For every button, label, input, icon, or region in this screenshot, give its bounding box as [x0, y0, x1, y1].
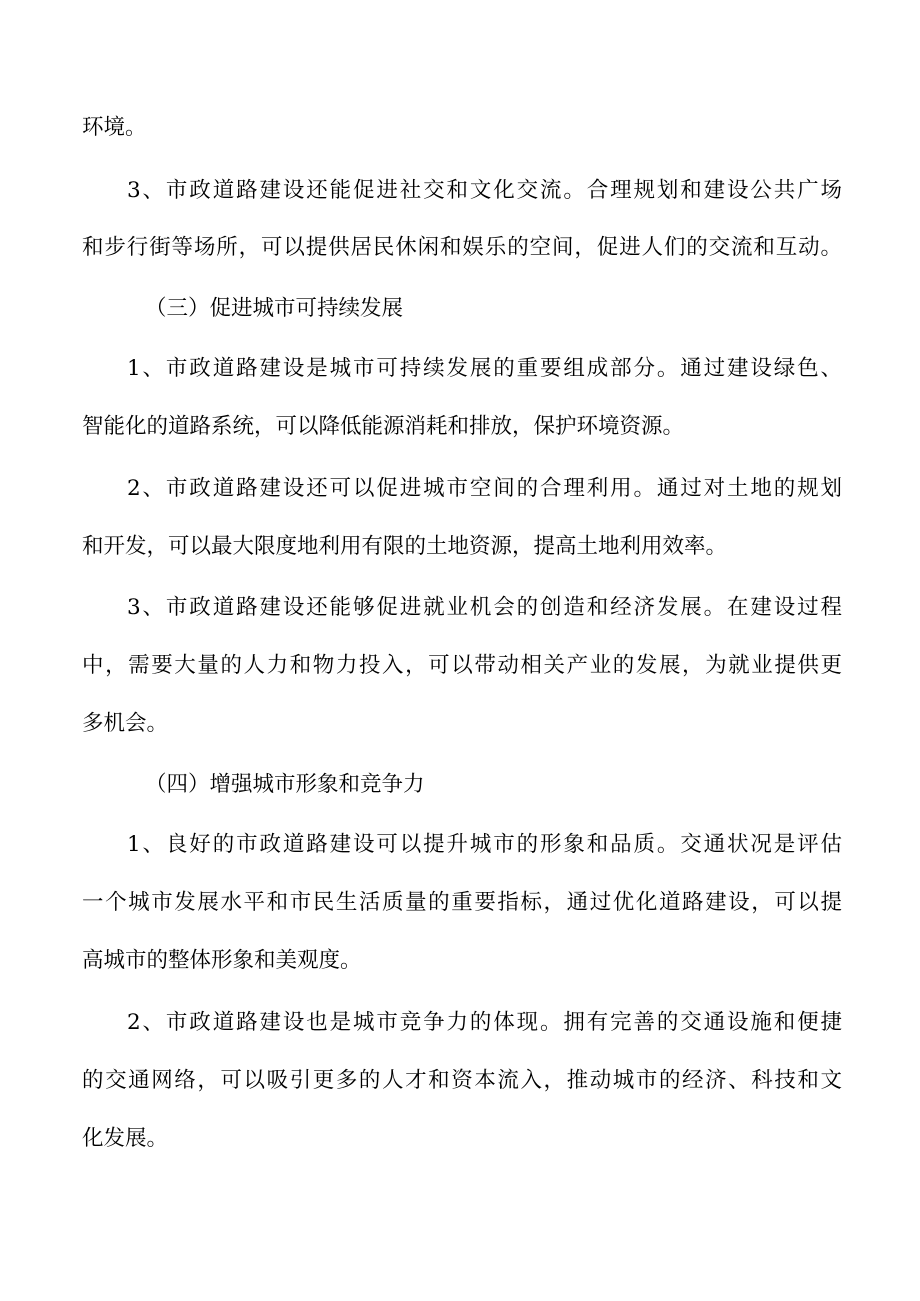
text-line: 多机会。 — [82, 711, 169, 736]
text-line: 的交通网络，可以吸引更多的人才和资本流入，推动城市的经济、科技和文 — [82, 1068, 842, 1093]
text-line: 1、市政道路建设是城市可持续发展的重要组成部分。通过建设绿色、 — [127, 356, 842, 381]
text-line: 3、市政道路建设还能促进社交和文化交流。合理规划和建设公共广场 — [127, 178, 842, 203]
text-line: 一个城市发展水平和市民生活质量的重要指标，通过优化道路建设，可以提 — [82, 890, 842, 915]
text-line: 3、市政道路建设还能够促进就业机会的创造和经济发展。在建设过程 — [127, 595, 842, 620]
text-line: 智能化的道路系统，可以降低能源消耗和排放，保护环境资源。 — [82, 414, 685, 439]
text-line: 2、市政道路建设还可以促进城市空间的合理利用。通过对土地的规划 — [127, 476, 842, 501]
text-line: 高城市的整体形象和美观度。 — [82, 948, 362, 973]
text-line: 和步行街等场所，可以提供居民休闲和娱乐的空间，促进人们的交流和互动。 — [82, 235, 842, 260]
section-heading: （三）促进城市可持续发展 — [145, 296, 404, 321]
text-line: 化发展。 — [82, 1126, 169, 1151]
text-line: 2、市政道路建设也是城市竞争力的体现。拥有完善的交通设施和便捷 — [127, 1010, 842, 1035]
section-heading: （四）增强城市形象和竞争力 — [145, 772, 425, 797]
text-line: 1、良好的市政道路建设可以提升城市的形象和品质。交通状况是评估 — [127, 832, 842, 857]
text-line: 和开发，可以最大限度地利用有限的土地资源，提高土地利用效率。 — [82, 534, 728, 559]
text-line: 环境。 — [82, 115, 147, 140]
text-line: 中，需要大量的人力和物力投入，可以带动相关产业的发展，为就业提供更 — [82, 653, 842, 678]
